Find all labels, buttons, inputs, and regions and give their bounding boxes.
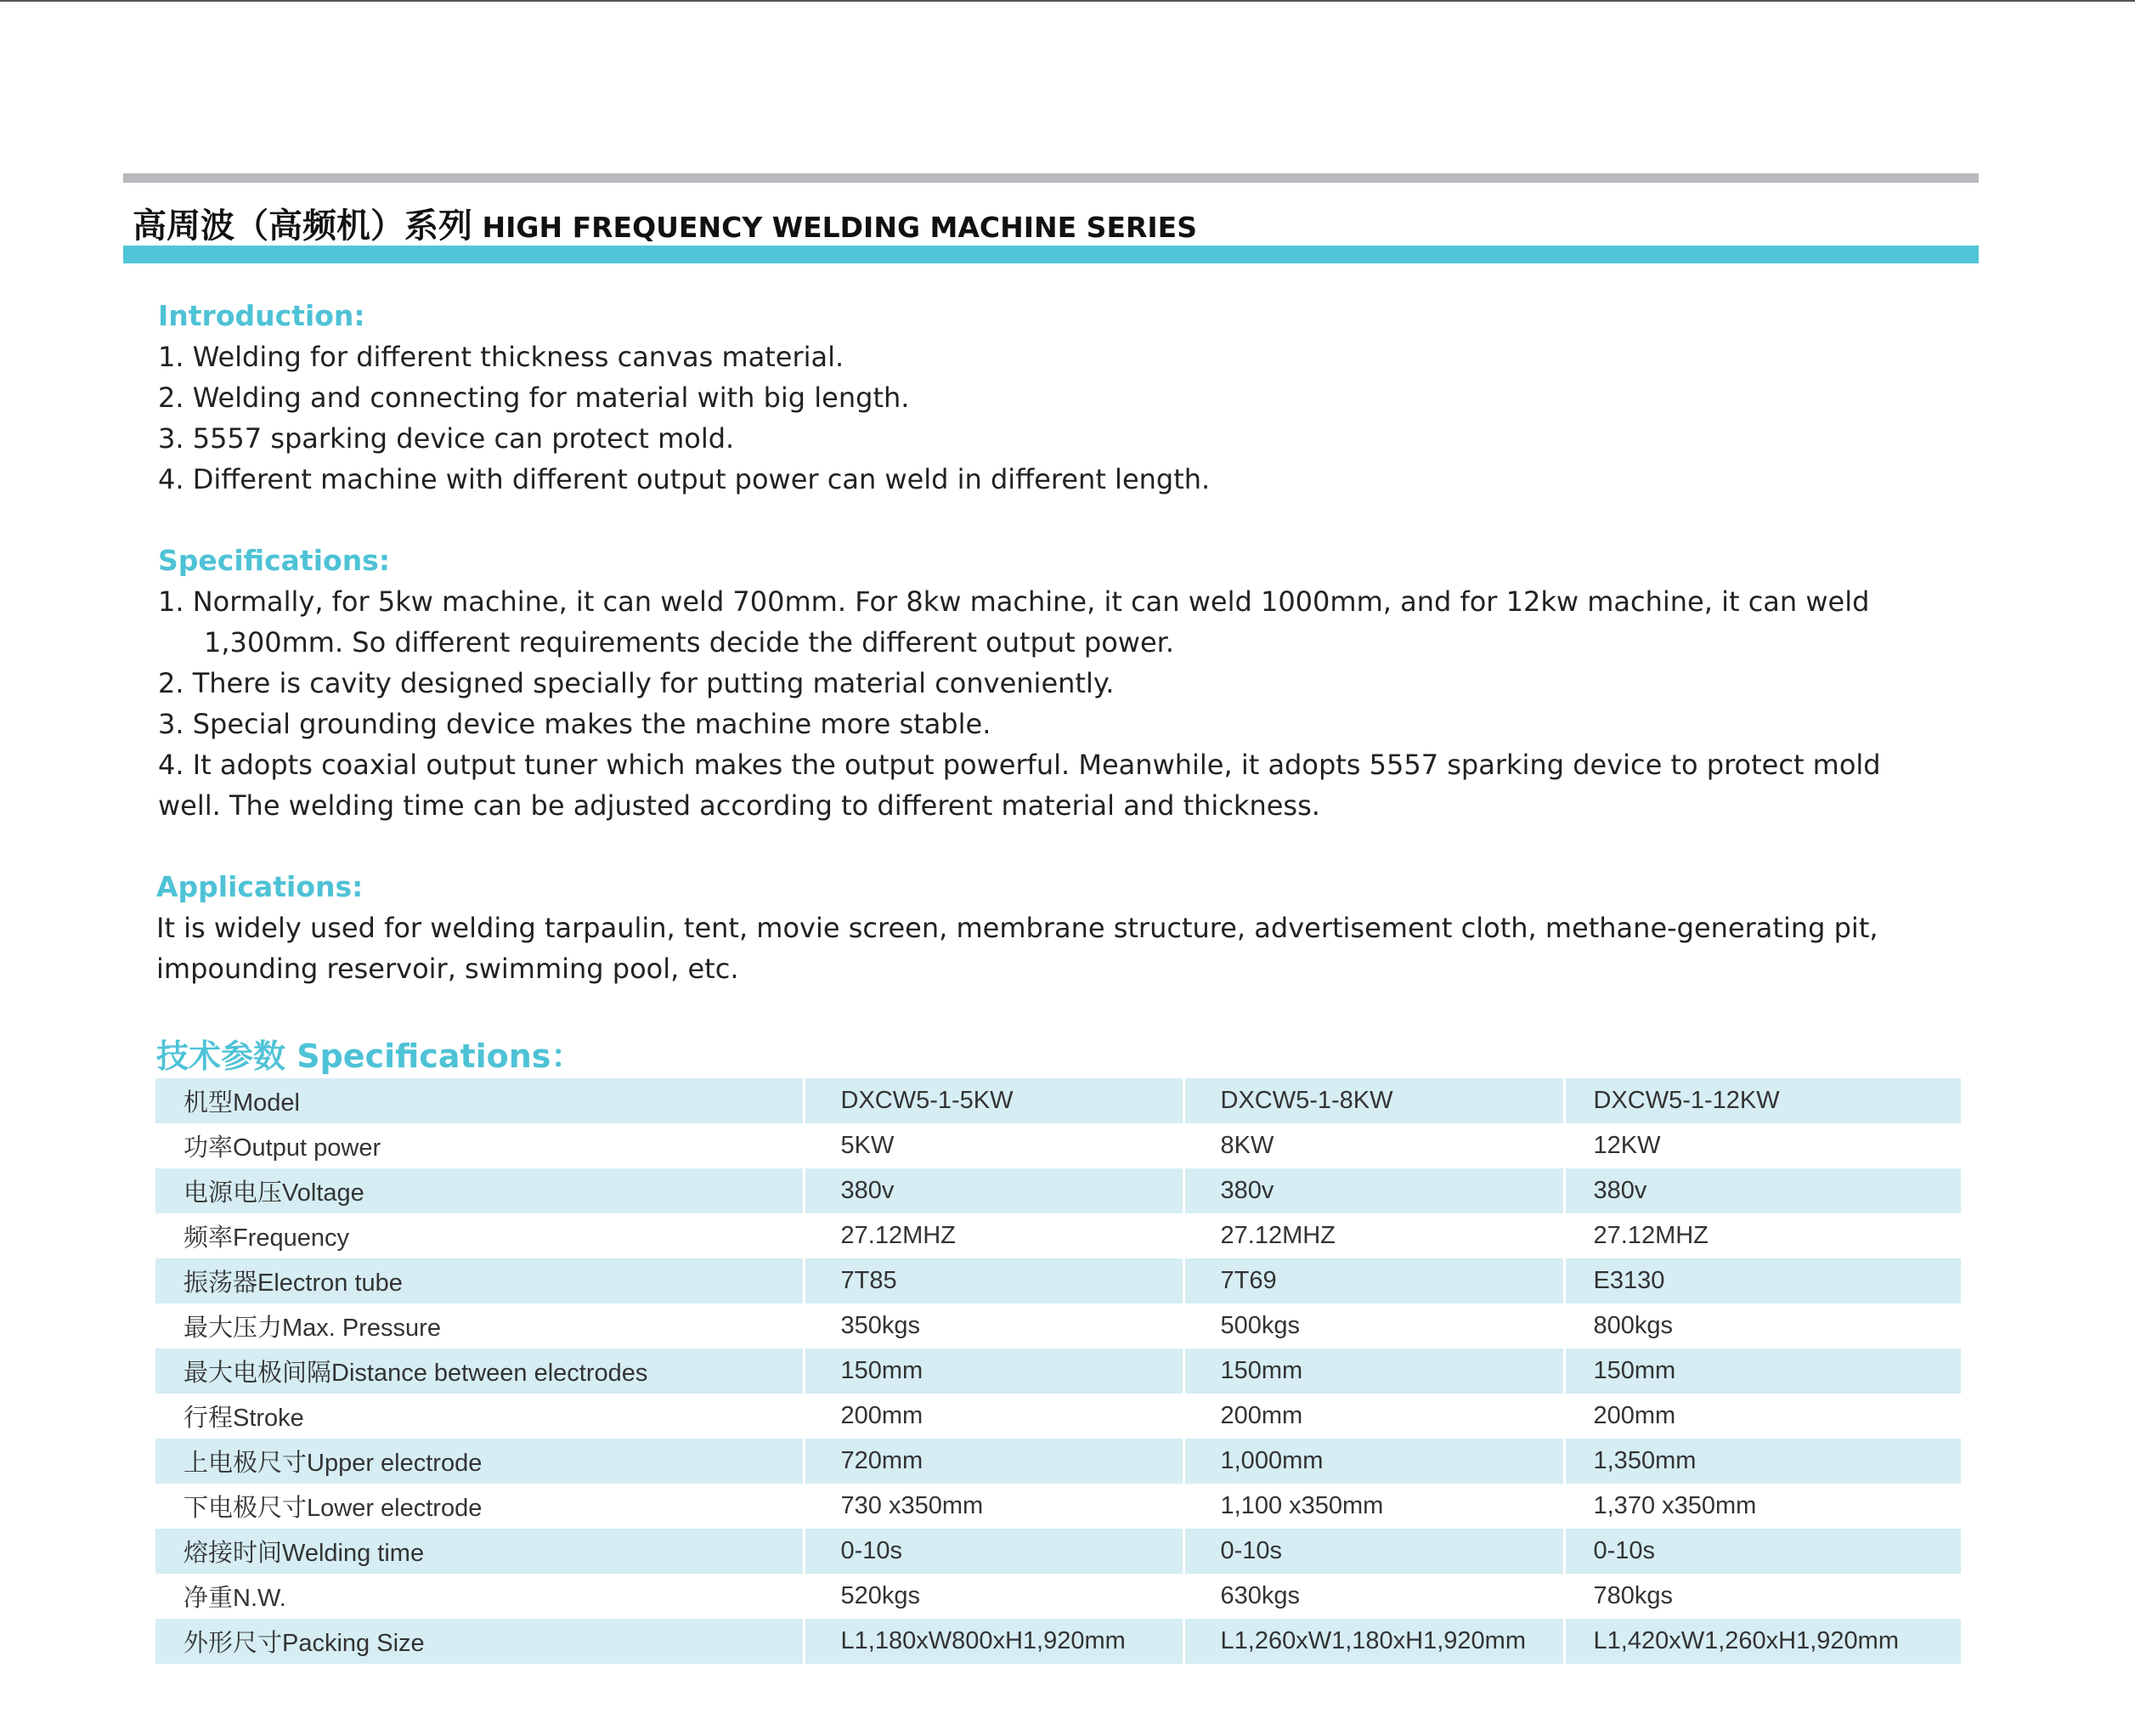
table-cell: 500kgs xyxy=(1183,1303,1564,1349)
table-row xyxy=(155,1394,1961,1439)
table-cell: 150mm xyxy=(1183,1349,1564,1394)
table-row xyxy=(155,1529,1961,1574)
specifications-line: 1,300mm. So different requirements decide the different output power. xyxy=(204,626,1175,659)
table-cell: 7T69 xyxy=(1183,1258,1564,1303)
table-cell: 5KW xyxy=(804,1123,1183,1168)
table-cell: E3130 xyxy=(1564,1258,1961,1303)
table-row-label: 振荡器Electron tube xyxy=(155,1258,804,1303)
table-row-label: 功率Output power xyxy=(184,1134,381,1162)
table-cell: 350kgs xyxy=(804,1303,1183,1349)
table-cell: 27.12MHZ xyxy=(1564,1213,1961,1258)
table-cell: 27.12MHZ xyxy=(804,1213,1183,1258)
table-row xyxy=(155,1168,1961,1213)
table-cell: 780kgs xyxy=(1564,1574,1961,1619)
page-title-en: HIGH FREQUENCY WELDING MACHINE SERIES xyxy=(482,211,1197,244)
table-cell: 200mm xyxy=(804,1394,1183,1439)
table-row xyxy=(155,1213,1961,1258)
table-cell: DXCW5-1-5KW xyxy=(804,1078,1183,1123)
table-cell: 150mm xyxy=(804,1349,1183,1394)
table-row-label: 下电极尺寸Lower electrode xyxy=(184,1495,483,1522)
page-title-cn: 高周波（高频机）系列 xyxy=(133,206,472,246)
table-cell: 800kgs xyxy=(1564,1303,1961,1349)
table-cell: 720mm xyxy=(804,1439,1183,1484)
table-cell: 0-10s xyxy=(1564,1529,1961,1574)
table-row xyxy=(155,1303,1961,1349)
top-border xyxy=(0,0,2135,2)
table-cell: 27.12MHZ xyxy=(1183,1213,1564,1258)
introduction-line: 2. Welding and connecting for material with big length. xyxy=(158,382,910,414)
table-row xyxy=(155,1619,1961,1664)
table-cell: 380v xyxy=(1564,1168,1961,1213)
specifications-heading: Specifications: xyxy=(158,544,391,577)
table-row xyxy=(155,1484,1961,1529)
table-cell: 630kgs xyxy=(1183,1574,1564,1619)
table-row-label: 熔接时间Welding time xyxy=(155,1529,804,1574)
table-cell: DXCW5-1-8KW xyxy=(1183,1078,1564,1123)
specifications-line: 2. There is cavity designed specially for putting material conveniently. xyxy=(158,667,1115,699)
table-row-label: 上电极尺寸Upper electrode xyxy=(155,1439,804,1484)
header-gray-bar xyxy=(123,173,1979,183)
table-cell: 730 x350mm xyxy=(804,1484,1183,1529)
table-row-label: 频率Frequency xyxy=(184,1224,350,1252)
introduction-heading: Introduction: xyxy=(158,299,365,332)
table-row-label: 净重N.W. xyxy=(184,1585,286,1612)
introduction-line: 4. Different machine with different output power can weld in different length. xyxy=(158,463,1211,495)
table-row xyxy=(155,1439,1961,1484)
introduction-line: 1. Welding for different thickness canvas material. xyxy=(158,341,844,373)
table-cell: 0-10s xyxy=(1183,1529,1564,1574)
table-cell: 8KW xyxy=(1183,1123,1564,1168)
table-cell: 200mm xyxy=(1183,1394,1564,1439)
table-row-label: 外形尺寸Packing Size xyxy=(155,1619,804,1664)
table-cell: 1,000mm xyxy=(1183,1439,1564,1484)
table-row-label: 最大电极间隔Distance between electrodes xyxy=(155,1349,804,1394)
applications-line: It is widely used for welding tarpaulin, tent, movie screen, membrane structure, advertisement cloth, methane-generating pit, xyxy=(156,912,1878,944)
table-cell: 380v xyxy=(1183,1168,1564,1213)
table-row-label: 行程Stroke xyxy=(184,1405,304,1432)
table-row xyxy=(155,1574,1961,1619)
table-row-label: 电源电压Voltage xyxy=(155,1168,804,1213)
table-row xyxy=(155,1078,1961,1123)
table-cell: 1,350mm xyxy=(1564,1439,1961,1484)
page-title xyxy=(133,199,1197,247)
table-cell: L1,420xW1,260xH1,920mm xyxy=(1564,1619,1961,1664)
applications-heading: Applications: xyxy=(156,870,364,903)
specifications-line: 4. It adopts coaxial output tuner which makes the output powerful. Meanwhile, it adopts 5557 sparking device to protect mold xyxy=(158,749,1881,781)
specifications-line: 3. Special grounding device makes the machine more stable. xyxy=(158,708,991,740)
spec-table xyxy=(155,1078,1961,1664)
header-cyan-bar xyxy=(123,246,1979,263)
table-cell: L1,260xW1,180xH1,920mm xyxy=(1183,1619,1564,1664)
specifications-section xyxy=(158,540,1985,826)
spec-table-heading: 技术参数 Specifications： xyxy=(156,1038,584,1075)
table-row xyxy=(155,1258,1961,1303)
introduction-section xyxy=(158,296,1985,500)
specifications-line: 1. Normally, for 5kw machine, it can weld 700mm. For 8kw machine, it can weld 1000mm, and for 12kw machine, it can weld xyxy=(158,585,1870,618)
table-row xyxy=(155,1123,1961,1168)
table-cell: 12KW xyxy=(1564,1123,1961,1168)
specifications-line: well. The welding time can be adjusted according to different material and thickness. xyxy=(158,789,1320,822)
table-cell: 1,370 x350mm xyxy=(1564,1484,1961,1529)
table-row-label: 最大压力Max. Pressure xyxy=(184,1315,441,1342)
applications-section xyxy=(156,867,1983,989)
table-cell: 520kgs xyxy=(804,1574,1183,1619)
table-cell: 7T85 xyxy=(804,1258,1183,1303)
table-row-label: 机型Model xyxy=(155,1078,804,1123)
table-cell: 1,100 x350mm xyxy=(1183,1484,1564,1529)
table-cell: 150mm xyxy=(1564,1349,1961,1394)
table-row xyxy=(155,1349,1961,1394)
table-cell: 380v xyxy=(804,1168,1183,1213)
table-cell: 200mm xyxy=(1564,1394,1961,1439)
table-cell: 0-10s xyxy=(804,1529,1183,1574)
introduction-line: 3. 5557 sparking device can protect mold. xyxy=(158,422,735,455)
table-cell: L1,180xW800xH1,920mm xyxy=(804,1619,1183,1664)
table-cell: DXCW5-1-12KW xyxy=(1564,1078,1961,1123)
applications-line: impounding reservoir, swimming pool, etc. xyxy=(156,953,739,985)
